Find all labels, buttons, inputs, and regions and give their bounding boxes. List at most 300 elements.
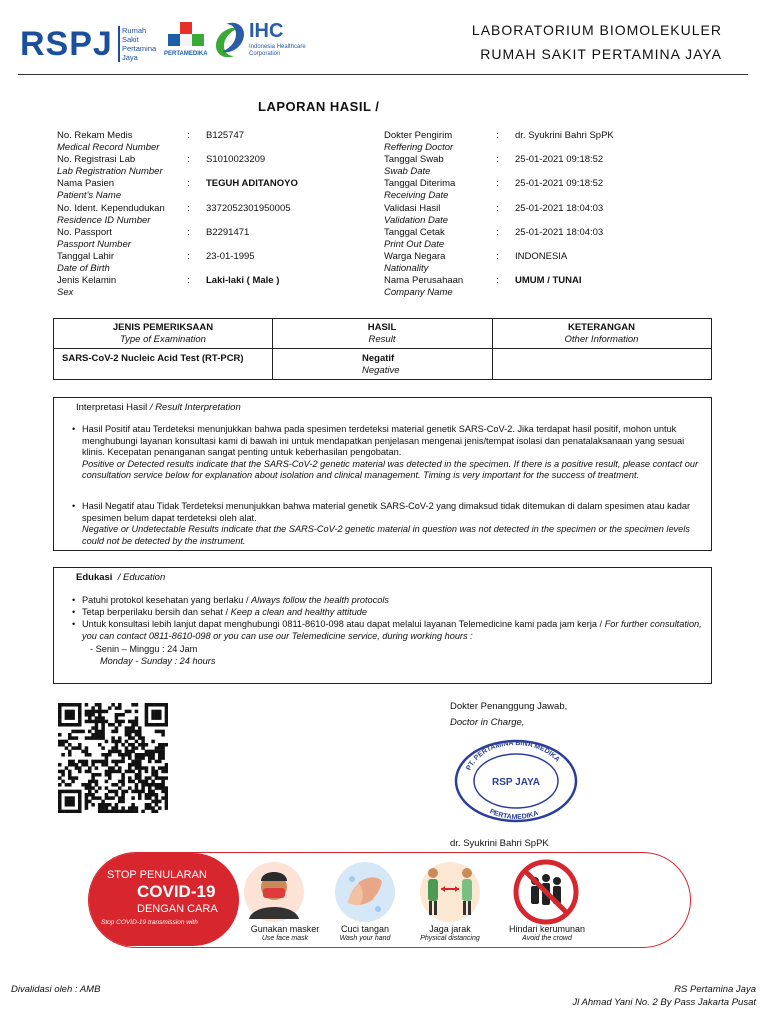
qr-module bbox=[158, 703, 162, 707]
qr-module bbox=[151, 740, 155, 744]
qr-module bbox=[141, 790, 145, 794]
qr-module bbox=[71, 780, 75, 784]
qr-module bbox=[91, 803, 95, 807]
qr-module bbox=[151, 780, 155, 784]
qr-module bbox=[98, 743, 102, 747]
info-label-id: Dokter Pengirim bbox=[384, 130, 453, 141]
qr-module bbox=[98, 733, 102, 737]
info-colon: : bbox=[187, 275, 190, 287]
qr-module bbox=[165, 723, 168, 727]
qr-module bbox=[155, 793, 159, 797]
qr-module bbox=[165, 770, 168, 774]
education-item-2 bbox=[72, 607, 704, 619]
qr-module bbox=[85, 753, 89, 757]
qr-module bbox=[158, 723, 162, 727]
qr-module bbox=[111, 730, 115, 734]
qr-module bbox=[145, 716, 149, 720]
banner-item-label-en: Physical distancing bbox=[420, 935, 480, 942]
column-header: KETERANGAN bbox=[567, 322, 636, 333]
qr-module bbox=[145, 720, 149, 724]
qr-module bbox=[91, 786, 95, 790]
qr-module bbox=[155, 703, 159, 707]
qr-module bbox=[78, 716, 82, 720]
education-text-en: For further consultation, you can contact 0811-8610-098 or you can use our Telemedicine service, during working hours : bbox=[82, 619, 702, 641]
qr-module bbox=[131, 730, 135, 734]
qr-module bbox=[88, 736, 92, 740]
qr-module bbox=[165, 763, 168, 767]
qr-module bbox=[88, 786, 92, 790]
banner-item-label-en: Use face mask bbox=[261, 935, 309, 942]
banner-item-label: Gunakan masker bbox=[250, 924, 320, 934]
qr-module bbox=[118, 736, 122, 740]
qr-module bbox=[131, 790, 135, 794]
qr-module bbox=[161, 790, 165, 794]
info-value: B125747 bbox=[206, 130, 245, 141]
qr-module bbox=[75, 810, 79, 813]
education-item-1 bbox=[72, 595, 704, 607]
qr-module bbox=[161, 750, 165, 754]
qr-module bbox=[118, 750, 122, 754]
qr-module bbox=[135, 766, 139, 770]
qr-module bbox=[155, 786, 159, 790]
qr-module bbox=[135, 710, 139, 714]
qr-module bbox=[158, 776, 162, 780]
qr-module bbox=[65, 796, 69, 800]
qr-module bbox=[145, 766, 149, 770]
qr-module bbox=[111, 703, 115, 707]
qr-module bbox=[118, 706, 122, 710]
qr-module bbox=[101, 753, 105, 757]
qr-module bbox=[58, 763, 62, 767]
qr-module bbox=[91, 736, 95, 740]
qr-module bbox=[68, 760, 72, 764]
qr-module bbox=[138, 753, 142, 757]
education-hours-en: Monday - Sunday : 24 hours bbox=[100, 656, 216, 666]
qr-module bbox=[78, 710, 82, 714]
qr-module bbox=[108, 766, 112, 770]
stamp-top-text: PT. PERTAMINA BINA MEDIKA bbox=[465, 739, 561, 772]
info-label-en: Patient's Name bbox=[57, 190, 122, 202]
info-value: dr. Syukrini Bahri SpPK bbox=[515, 130, 614, 141]
qr-module bbox=[165, 720, 168, 724]
education-title bbox=[76, 572, 165, 583]
qr-module bbox=[148, 806, 152, 810]
qr-module bbox=[101, 810, 105, 813]
qr-module bbox=[85, 800, 89, 804]
qr-module bbox=[165, 776, 168, 780]
qr-module bbox=[151, 750, 155, 754]
qr-module bbox=[101, 716, 105, 720]
qr-module bbox=[111, 736, 115, 740]
qr-module bbox=[125, 770, 129, 774]
info-label bbox=[57, 203, 165, 227]
qr-module bbox=[115, 790, 119, 794]
qr-module bbox=[71, 703, 75, 707]
qr-module bbox=[81, 750, 85, 754]
info-value: 25-01-2021 18:04:03 bbox=[515, 226, 604, 238]
qr-module bbox=[65, 740, 69, 744]
qr-module bbox=[98, 730, 102, 734]
qr-module bbox=[121, 753, 125, 757]
logo-sub-line: Sakit bbox=[122, 35, 139, 44]
qr-module bbox=[61, 810, 65, 813]
qr-module bbox=[151, 710, 155, 714]
qr-module bbox=[68, 763, 72, 767]
info-label-en: Passport Number bbox=[57, 238, 131, 250]
qr-module bbox=[78, 800, 82, 804]
column-header-en: Result bbox=[368, 334, 396, 345]
qr-module bbox=[165, 793, 168, 797]
qr-module bbox=[95, 773, 99, 777]
qr-module bbox=[151, 770, 155, 774]
validated-by: Divalidasi oleh : AMB bbox=[11, 984, 101, 995]
qr-module bbox=[121, 756, 125, 760]
column-header-en: Type of Examination bbox=[120, 334, 206, 345]
qr-module bbox=[71, 760, 75, 764]
qr-module bbox=[165, 716, 168, 720]
qr-module bbox=[105, 780, 109, 784]
qr-module bbox=[148, 776, 152, 780]
qr-module bbox=[148, 723, 152, 727]
qr-module bbox=[68, 773, 72, 777]
qr-module bbox=[165, 713, 168, 717]
qr-module bbox=[58, 720, 62, 724]
qr-module bbox=[128, 733, 132, 737]
qr-module bbox=[98, 720, 102, 724]
info-value: B2291471 bbox=[206, 226, 250, 238]
qr-module bbox=[111, 796, 115, 800]
qr-module bbox=[145, 713, 149, 717]
qr-module bbox=[138, 766, 142, 770]
qr-module bbox=[155, 776, 159, 780]
qr-module bbox=[111, 750, 115, 754]
bullet-icon: • bbox=[72, 501, 76, 511]
qr-module bbox=[78, 790, 82, 794]
qr-module bbox=[75, 790, 79, 794]
qr-module bbox=[101, 800, 105, 804]
test-result-en: Negative bbox=[362, 365, 400, 376]
logo-sub-line: Rumah bbox=[122, 26, 147, 35]
qr-module bbox=[158, 743, 162, 747]
qr-module bbox=[58, 716, 62, 720]
info-label-en: Validation Date bbox=[384, 214, 449, 226]
qr-module bbox=[91, 780, 95, 784]
qr-module bbox=[61, 773, 65, 777]
banner-line-1: STOP PENULARAN bbox=[107, 869, 207, 881]
qr-module bbox=[68, 776, 72, 780]
info-value: INDONESIA bbox=[515, 251, 568, 262]
qr-module bbox=[121, 780, 125, 784]
qr-module bbox=[78, 713, 82, 717]
qr-module bbox=[88, 783, 92, 787]
info-value: 3372052301950005 bbox=[206, 202, 291, 214]
covid-banner bbox=[88, 852, 691, 948]
interpretation-text: Hasil Positif atau Terdeteksi menunjukkan bahwa pada spesimen terdeteksi material genetik SARS-CoV-2. Jika terdapat hasil positif, mohon untuk menghubungi layanan konsultasi kami di bawah ini untuk mendapatkan penjelasan mengenai jenis/tempat isolasi dan penatalaksanaan yang sesuai klinis. Kecepatan penanganan sangat penting untuk keberhasilan pengobatan. bbox=[82, 424, 685, 458]
qr-module bbox=[75, 776, 79, 780]
qr-module bbox=[65, 790, 69, 794]
qr-module bbox=[138, 736, 142, 740]
qr-module bbox=[161, 786, 165, 790]
qr-module bbox=[68, 750, 72, 754]
qr-module bbox=[105, 753, 109, 757]
qr-module bbox=[65, 783, 69, 787]
qr-module bbox=[58, 713, 62, 717]
report-title: LAPORAN HASIL / bbox=[258, 99, 380, 114]
qr-module bbox=[131, 723, 135, 727]
qr-module bbox=[101, 806, 105, 810]
info-label-id: Tanggal Swab bbox=[384, 154, 444, 166]
education-box bbox=[53, 567, 712, 684]
qr-module bbox=[128, 786, 132, 790]
qr-module bbox=[71, 713, 75, 717]
qr-module bbox=[115, 706, 119, 710]
info-colon: : bbox=[496, 154, 499, 166]
qr-module bbox=[68, 810, 72, 813]
qr-module bbox=[161, 770, 165, 774]
qr-module bbox=[118, 770, 122, 774]
qr-module bbox=[135, 783, 139, 787]
qr-module bbox=[145, 806, 149, 810]
qr-module bbox=[125, 810, 129, 813]
qr-module bbox=[85, 736, 89, 740]
info-colon: : bbox=[496, 130, 499, 141]
qr-module bbox=[145, 776, 149, 780]
info-label-id: No. Rekam Medis bbox=[57, 130, 133, 141]
qr-module bbox=[121, 743, 125, 747]
education-item-3 bbox=[72, 619, 704, 642]
qr-module bbox=[135, 720, 139, 724]
info-label-id: Nama Perusahaan bbox=[384, 275, 464, 287]
qr-module bbox=[101, 803, 105, 807]
qr-module bbox=[95, 780, 99, 784]
qr-module bbox=[68, 733, 72, 737]
qr-module bbox=[125, 710, 129, 714]
qr-module bbox=[128, 770, 132, 774]
qr-module bbox=[165, 703, 168, 707]
qr-module bbox=[128, 766, 132, 770]
qr-module bbox=[105, 796, 109, 800]
qr-module bbox=[101, 723, 105, 727]
qr-module bbox=[58, 740, 62, 744]
qr-module bbox=[105, 773, 109, 777]
qr-module bbox=[118, 713, 122, 717]
qr-module bbox=[81, 763, 85, 767]
info-colon: : bbox=[187, 202, 190, 214]
qr-module bbox=[125, 733, 129, 737]
qr-module bbox=[141, 736, 145, 740]
qr-module bbox=[158, 710, 162, 714]
qr-module bbox=[58, 706, 62, 710]
qr-module bbox=[81, 783, 85, 787]
info-label-id: Jenis Kelamin bbox=[57, 275, 117, 287]
qr-module bbox=[135, 723, 139, 727]
qr-module bbox=[155, 723, 159, 727]
qr-module bbox=[118, 703, 122, 707]
qr-module bbox=[58, 703, 62, 707]
qr-module bbox=[91, 733, 95, 737]
qr-module bbox=[65, 803, 69, 807]
bullet-icon: • bbox=[72, 424, 76, 434]
qr-module bbox=[88, 716, 92, 720]
qr-module bbox=[58, 800, 62, 804]
qr-module bbox=[151, 793, 155, 797]
qr-module bbox=[121, 783, 125, 787]
info-colon: : bbox=[496, 178, 499, 190]
qr-module bbox=[78, 730, 82, 734]
qr-module bbox=[61, 743, 65, 747]
qr-module bbox=[68, 790, 72, 794]
qr-module bbox=[101, 760, 105, 764]
qr-module bbox=[135, 703, 139, 707]
qr-module bbox=[115, 803, 119, 807]
interpretation-title bbox=[76, 402, 241, 413]
qr-module bbox=[135, 806, 139, 810]
qr-module bbox=[88, 770, 92, 774]
qr-module bbox=[101, 733, 105, 737]
qr-module bbox=[68, 703, 72, 707]
test-name: SARS-CoV-2 Nucleic Acid Test (RT-PCR) bbox=[62, 353, 244, 364]
qr-module bbox=[161, 783, 165, 787]
education-hours: - Senin – Minggu : 24 Jam bbox=[90, 644, 198, 654]
info-label-id: No. Registrasi Lab bbox=[57, 154, 136, 166]
header-divider bbox=[18, 74, 748, 75]
bullet-icon: • bbox=[72, 619, 76, 629]
qr-module bbox=[88, 790, 92, 794]
qr-module bbox=[141, 786, 145, 790]
qr-module bbox=[101, 746, 105, 750]
qr-module bbox=[98, 710, 102, 714]
qr-module bbox=[128, 810, 132, 813]
qr-module bbox=[145, 743, 149, 747]
qr-module bbox=[138, 760, 142, 764]
qr-module bbox=[71, 730, 75, 734]
qr-module bbox=[91, 706, 95, 710]
qr-module bbox=[71, 716, 75, 720]
qr-module bbox=[105, 740, 109, 744]
rspj-logo: RSPJ bbox=[20, 25, 113, 63]
qr-module bbox=[151, 723, 155, 727]
ihc-logo-text: IHC bbox=[249, 20, 284, 42]
education-title-en: / Education bbox=[117, 572, 166, 583]
qr-module bbox=[131, 703, 135, 707]
info-value: S1010023209 bbox=[206, 154, 266, 166]
qr-module bbox=[118, 740, 122, 744]
qr-module bbox=[115, 760, 119, 764]
qr-module bbox=[135, 716, 139, 720]
interpretation-title-id: Interpretasi Hasil bbox=[76, 402, 148, 413]
qr-module bbox=[145, 803, 149, 807]
qr-module bbox=[71, 710, 75, 714]
qr-module bbox=[151, 810, 155, 813]
footer-address: Jl Ahmad Yani No. 2 By Pass Jakarta Pusat bbox=[572, 997, 756, 1008]
qr-module bbox=[98, 703, 102, 707]
qr-module bbox=[85, 746, 89, 750]
qr-module bbox=[111, 746, 115, 750]
qr-module bbox=[58, 796, 62, 800]
qr-module bbox=[148, 786, 152, 790]
qr-module bbox=[58, 810, 62, 813]
education-text: Tetap berperilaku bersih dan sehat / bbox=[82, 607, 229, 617]
qr-module bbox=[135, 746, 139, 750]
qr-module bbox=[85, 760, 89, 764]
qr-module bbox=[105, 756, 109, 760]
qr-module bbox=[151, 716, 155, 720]
info-value: 25-01-2021 18:04:03 bbox=[515, 202, 604, 214]
qr-module bbox=[138, 756, 142, 760]
qr-module bbox=[65, 716, 69, 720]
qr-module bbox=[121, 800, 125, 804]
qr-module bbox=[58, 723, 62, 727]
qr-module bbox=[71, 810, 75, 813]
qr-module bbox=[88, 753, 92, 757]
qr-module bbox=[91, 776, 95, 780]
qr-module bbox=[138, 763, 142, 767]
qr-module bbox=[131, 796, 135, 800]
qr-module bbox=[118, 800, 122, 804]
column-header: HASIL bbox=[367, 322, 397, 333]
interpretation-text: Hasil Negatif atau Tidak Terdeteksi menunjukkan bahwa material genetik SARS-CoV-2 yang dimaksud tidak ditemukan di dalam spesimen atau kadar spesimen belum dapat terdeteksi oleh alat. bbox=[82, 501, 691, 523]
qr-module bbox=[121, 790, 125, 794]
qr-module bbox=[155, 770, 159, 774]
qr-module bbox=[158, 746, 162, 750]
qr-module bbox=[78, 770, 82, 774]
qr-module bbox=[91, 713, 95, 717]
qr-module bbox=[138, 776, 142, 780]
qr-module bbox=[58, 803, 62, 807]
qr-module bbox=[65, 746, 69, 750]
qr-module bbox=[115, 783, 119, 787]
qr-module bbox=[125, 740, 129, 744]
qr-module bbox=[68, 723, 72, 727]
info-label bbox=[384, 178, 455, 202]
qr-module bbox=[108, 803, 112, 807]
ihc-logo-icon bbox=[212, 20, 248, 62]
qr-module bbox=[85, 763, 89, 767]
info-label-id: Nama Pasien bbox=[57, 178, 115, 190]
qr-module bbox=[161, 703, 165, 707]
qr-module bbox=[98, 760, 102, 764]
qr-module bbox=[105, 763, 109, 767]
qr-module bbox=[145, 703, 149, 707]
qr-module bbox=[151, 806, 155, 810]
qr-module bbox=[155, 783, 159, 787]
qr-module bbox=[85, 786, 89, 790]
info-value: 23-01-1995 bbox=[206, 251, 255, 262]
qr-module bbox=[128, 763, 132, 767]
column-header-en: Other Information bbox=[564, 334, 639, 345]
column-header: JENIS PEMERIKSAAN bbox=[112, 322, 214, 333]
qr-module bbox=[148, 753, 152, 757]
qr-module bbox=[161, 730, 165, 734]
ihc-logo-subtext: Indonesia Healthcare Corporation bbox=[249, 44, 306, 57]
qr-module bbox=[121, 760, 125, 764]
qr-module bbox=[98, 786, 102, 790]
qr-module bbox=[88, 720, 92, 724]
info-colon: : bbox=[187, 130, 190, 141]
qr-module bbox=[61, 790, 65, 794]
qr-module bbox=[78, 760, 82, 764]
test-result: Negatif bbox=[362, 353, 395, 364]
qr-module bbox=[155, 730, 159, 734]
qr-module bbox=[75, 730, 79, 734]
qr-code-icon bbox=[58, 703, 168, 813]
qr-module bbox=[151, 766, 155, 770]
qr-module bbox=[118, 753, 122, 757]
qr-module bbox=[135, 760, 139, 764]
interpretation-text-en: Positive or Detected results indicate that the SARS-CoV-2 genetic material was detected in the specimen. If there is a positive result, please contact our consultation service below for explanation about isolation and clinical management. Timing is very important for the success of treatment. bbox=[82, 458, 699, 481]
education-text-en: Keep a clean and healthy attitude bbox=[230, 607, 368, 617]
qr-module bbox=[75, 746, 79, 750]
